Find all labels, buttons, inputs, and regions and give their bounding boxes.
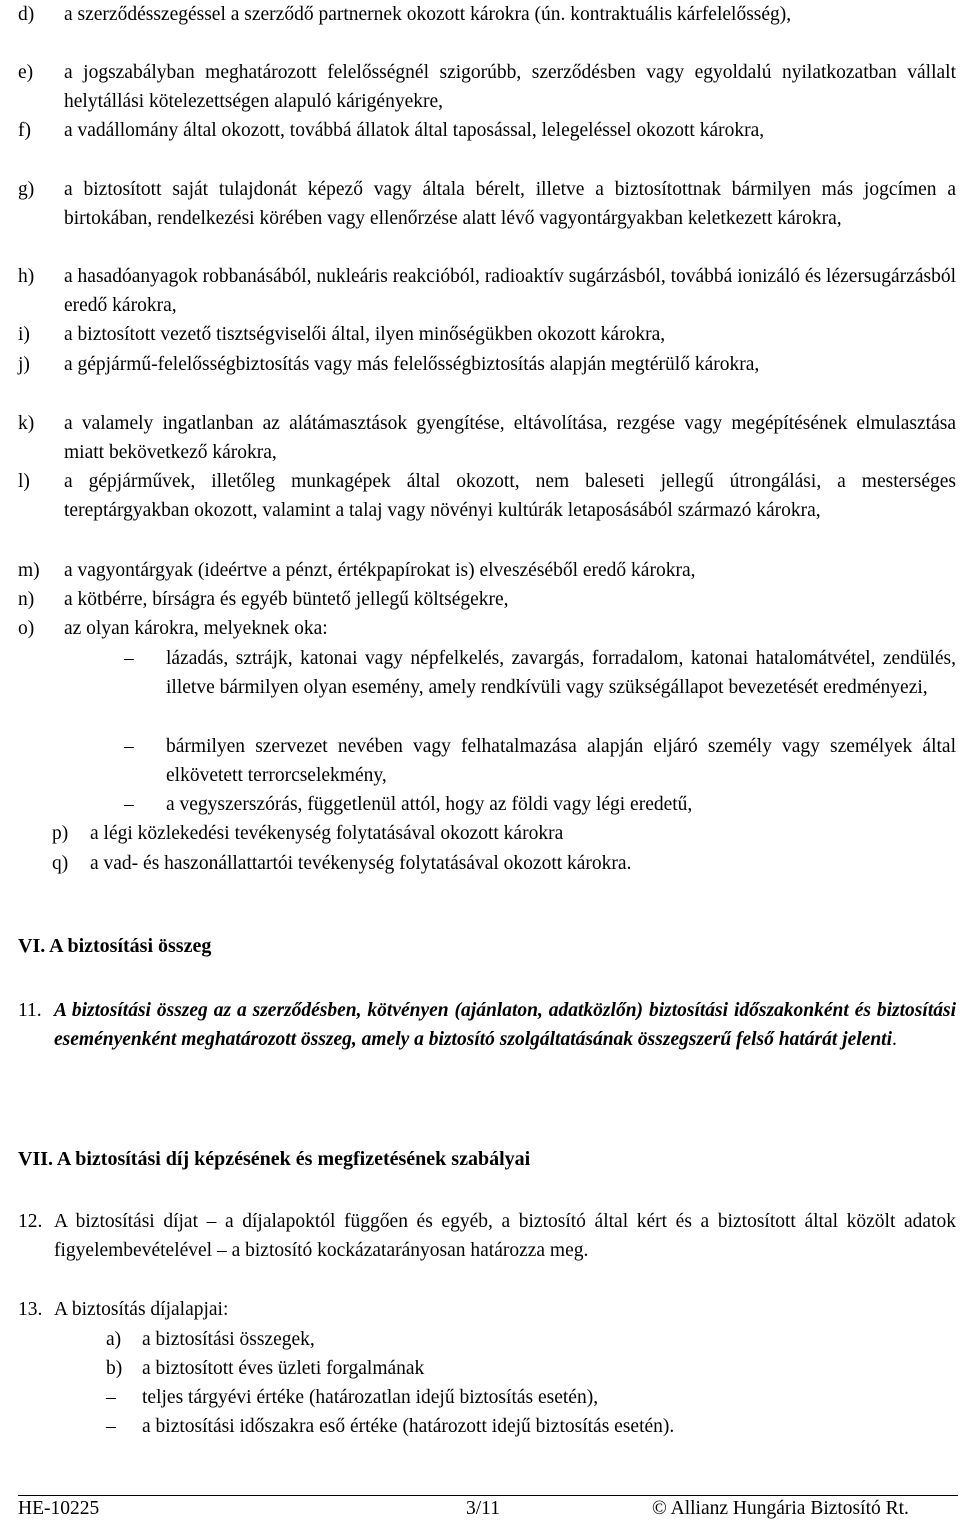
o-dash-item-1 (124, 644, 956, 703)
item-label: j) (18, 354, 30, 375)
item-label: n) (18, 589, 35, 610)
item-label: o) (18, 618, 35, 639)
item-label: i) (18, 324, 30, 345)
o-dash-item-3 (124, 790, 956, 819)
footer-page-number: 3/11 (466, 1498, 500, 1519)
dash-mark: – (124, 648, 134, 669)
footer-divider (18, 1495, 958, 1496)
dash-text: a biztosítási időszakra eső értéke (határozott idejű biztosítás esetén). (142, 1416, 675, 1437)
item-text: az olyan károkra, melyeknek oka: (64, 618, 328, 639)
item-text: a gépjármű-felelősségbiztosítás vagy más felelősségbiztosítás alapján megtérülő károkra, (64, 354, 760, 375)
item-text: a biztosított vezető tisztségviselői által, ilyen minőségükben okozott károkra, (64, 324, 666, 345)
list-item-m (18, 556, 956, 585)
item-label: q) (52, 853, 69, 874)
item-text: a hasadóanyagok robbanásából, nukleáris reakcióból, radioaktív sugárzásból, továbbá ionizáló és lézersugárzásból eredő károkra, (64, 266, 956, 317)
sub-text: a biztosított éves üzleti forgalmának (142, 1358, 425, 1379)
item-label: g) (18, 179, 35, 200)
dash-text: bármilyen szervezet nevében vagy felhatalmazása alapján eljáró személy vagy személyek által elkövetett terrorcselekmény, (166, 736, 956, 787)
sub-item-a (106, 1325, 315, 1354)
sub-item-b (106, 1354, 424, 1383)
clause-13 (18, 1295, 956, 1324)
item-text: a vadállomány által okozott, továbbá állatok által taposással, lelegeléssel okozott károkra, (64, 120, 765, 141)
dash-text: a vegyszerszórás, függetlenül attól, hogy az földi vagy légi eredetű, (166, 794, 693, 815)
clause-text: A biztosítási díjat – a díjalapoktól függően és egyéb, a biztosító által kért és a biztosított által közölt adatok figyelembevételével – a biztosító kockázatarányosan határozza meg. (54, 1211, 956, 1262)
list-item-p (52, 819, 952, 848)
o-dash-item-2 (124, 732, 956, 791)
list-item-o (18, 614, 956, 643)
item-label: h) (18, 266, 35, 287)
clause-number: 11. (18, 1000, 42, 1021)
clause-text-emphasis: A biztosítási összeg az a szerződésben, kötvényen (ajánlaton, adatközlőn) biztosítási időszakonként és biztosítási eseményenként meghatározott összeg, amely a biztosító szolgáltatásának összegszerű felső határát jelenti (54, 1000, 956, 1051)
footer-company: © Allianz Hungária Biztosító Rt. (652, 1498, 909, 1519)
sub-text: a biztosítási összegek, (142, 1329, 315, 1350)
list-item-q (52, 849, 952, 878)
clause-11 (18, 996, 956, 1055)
dash-text: teljes tárgyévi értéke (határozatlan idejű biztosítás esetén), (142, 1387, 599, 1408)
list-item-j (18, 350, 956, 379)
section-heading-vii: VII. A biztosítási díj képzésének és megfizetésének szabályai (18, 1148, 531, 1170)
sub-label: a) (106, 1329, 122, 1350)
section-heading-vi: VI. A biztosítási összeg (18, 935, 212, 957)
item-text: a vagyontárgyak (ideértve a pénzt, értékpapírokat is) elveszéséből eredő károkra, (64, 560, 696, 581)
item-text: a vad- és haszonállattartói tevékenység folytatásával okozott károkra. (90, 853, 632, 874)
dash-mark: – (106, 1387, 116, 1408)
b-dash-item-1 (106, 1383, 598, 1412)
item-text: a szerződésszegéssel a szerződő partnernek okozott károkra (ún. kontraktuális kárfelelősség), (64, 4, 792, 25)
item-label: k) (18, 413, 35, 434)
item-text: a biztosított saját tulajdonát képező vagy általa bérelt, illetve a biztosítottnak bármilyen más jogcímen a birtokában, rendelkezési körében vagy ellenőrzése alatt lévő vagyontárgyakban keletkezett károkra, (64, 179, 956, 230)
footer-doc-id: HE-10225 (18, 1498, 100, 1519)
item-label: f) (18, 120, 31, 141)
clause-text: A biztosítás díjalapjai: (54, 1299, 229, 1320)
list-item-l (18, 467, 956, 526)
clause-number: 13. (18, 1299, 43, 1320)
item-text: a valamely ingatlanban az alátámasztások gyengítése, eltávolítása, rezgése vagy megépítésének elmulasztása miatt bekövetkező károkra, (64, 413, 956, 464)
item-text: a jogszabályban meghatározott felelősségnél szigorúbb, szerződésben vagy egyoldalú nyilatkozatban vállalt helytállási kötelezettségen alapuló kárigényekre, (64, 62, 956, 113)
item-label: e) (18, 62, 34, 83)
item-label: d) (18, 4, 35, 25)
list-item-g (18, 175, 956, 234)
dash-text: lázadás, sztrájk, katonai vagy népfelkelés, zavargás, forradalom, katonai hatalomátvétel, zendülés, illetve bármilyen olyan esemény, amely rendkívüli vagy szükségállapot bevezetését eredményezi, (166, 648, 956, 699)
sub-label: b) (106, 1358, 123, 1379)
clause-12 (18, 1207, 956, 1266)
b-dash-item-2 (106, 1412, 674, 1441)
clause-text-end: . (892, 1029, 897, 1051)
item-text: a kötbérre, bírságra és egyéb büntető jellegű költségekre, (64, 589, 509, 610)
dash-mark: – (124, 736, 134, 757)
item-text: a gépjárművek, illetőleg munkagépek által okozott, nem baleseti jellegű útrongálási, a mesterséges tereptárgyakban okozott, valamint a talaj vagy növényi kultúrák letaposásából származó károkra, (64, 471, 956, 522)
dash-mark: – (124, 794, 134, 815)
list-item-i (18, 320, 956, 349)
item-label: p) (52, 823, 69, 844)
list-item-e (18, 58, 956, 117)
item-text: a légi közlekedési tevékenység folytatásával okozott károkra (90, 823, 564, 844)
list-item-k (18, 409, 956, 468)
dash-mark: – (106, 1416, 116, 1437)
clause-number: 12. (18, 1211, 43, 1232)
list-item-h (18, 262, 956, 321)
item-label: l) (18, 471, 30, 492)
clause-text (54, 996, 956, 1055)
list-item-n (18, 585, 956, 614)
list-item-d (18, 0, 956, 29)
item-label: m) (18, 560, 40, 581)
list-item-f (18, 116, 956, 145)
